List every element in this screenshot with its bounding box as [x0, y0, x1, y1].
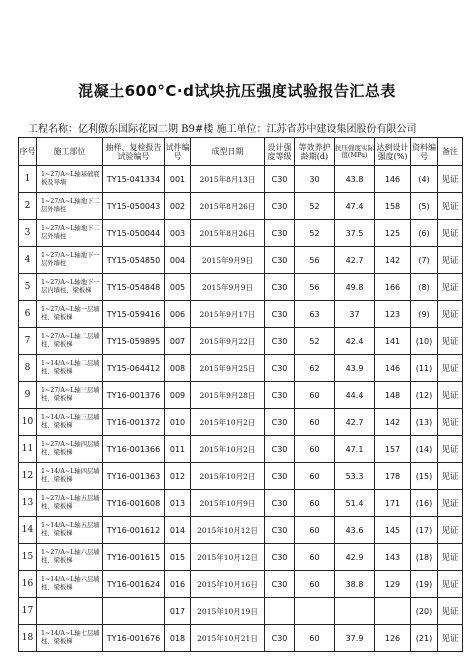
- cell-strength: 51.4: [335, 490, 375, 517]
- cell-age: 60: [295, 625, 335, 652]
- cell-part: 1~14/A~L轴二层墙柱、梁板梯: [37, 355, 103, 382]
- header-remark: 备注: [438, 138, 463, 166]
- header-part: 施工部位: [37, 138, 103, 166]
- table-row: [19, 301, 463, 328]
- cell-percent: 158: [375, 193, 411, 220]
- table-row: [19, 517, 463, 544]
- cell-sample: TY16-001624: [103, 571, 165, 598]
- cell-percent: 141: [375, 328, 411, 355]
- cell-strength: 49.8: [335, 274, 375, 301]
- cell-percent: [375, 598, 411, 625]
- cell-percent: 142: [375, 247, 411, 274]
- cell-sample: TY16-001615: [103, 544, 165, 571]
- cell-grade: C30: [265, 355, 295, 382]
- cell-doc: (18): [411, 544, 438, 571]
- cell-age: 56: [295, 247, 335, 274]
- cell-no: 14: [19, 517, 37, 544]
- cell-no: 15: [19, 544, 37, 571]
- cell-age: 60: [295, 490, 335, 517]
- cell-remark: 见证: [438, 517, 463, 544]
- cell-strength: 47.4: [335, 193, 375, 220]
- cell-date: 2015年9月17日: [191, 301, 265, 328]
- cell-doc: (15): [411, 463, 438, 490]
- cell-sample: TY16-001366: [103, 436, 165, 463]
- cell-percent: 125: [375, 220, 411, 247]
- cell-doc: (7): [411, 247, 438, 274]
- cell-no: 13: [19, 490, 37, 517]
- cell-date: 2015年10月16日: [191, 571, 265, 598]
- cell-sample: TY15-059895: [103, 328, 165, 355]
- cell-no: 11: [19, 436, 37, 463]
- cell-age: 62: [295, 355, 335, 382]
- cell-grade: C30: [265, 625, 295, 652]
- cell-strength: 42.7: [335, 247, 375, 274]
- header-no: 序号: [19, 138, 37, 166]
- cell-remark: 见证: [438, 274, 463, 301]
- cell-specimen: 009: [165, 382, 191, 409]
- cell-grade: C30: [265, 490, 295, 517]
- summary-table: [18, 137, 463, 652]
- cell-grade: C30: [265, 301, 295, 328]
- cell-grade: C30: [265, 517, 295, 544]
- cell-sample: TY15-041334: [103, 166, 165, 193]
- cell-doc: (19): [411, 571, 438, 598]
- cell-age: 60: [295, 463, 335, 490]
- cell-age: 52: [295, 220, 335, 247]
- cell-grade: C30: [265, 436, 295, 463]
- cell-strength: 42.9: [335, 544, 375, 571]
- cell-doc: (10): [411, 328, 438, 355]
- cell-percent: 146: [375, 355, 411, 382]
- cell-sample: TY15-054850: [103, 247, 165, 274]
- cell-date: 2015年10月2日: [191, 436, 265, 463]
- cell-specimen: 015: [165, 544, 191, 571]
- cell-sample: TY16-001608: [103, 490, 165, 517]
- header-date: 成型日期: [191, 138, 265, 166]
- cell-no: 9: [19, 382, 37, 409]
- cell-strength: [335, 598, 375, 625]
- table-row: [19, 463, 463, 490]
- cell-specimen: 010: [165, 409, 191, 436]
- table-row: [19, 571, 463, 598]
- cell-doc: (17): [411, 517, 438, 544]
- cell-age: 52: [295, 328, 335, 355]
- table-row: [19, 355, 463, 382]
- cell-age: 52: [295, 193, 335, 220]
- cell-part: 1~27/A~L轴二层墙柱、梁板梯: [37, 328, 103, 355]
- cell-specimen: 005: [165, 274, 191, 301]
- table-row: [19, 193, 463, 220]
- table-row: [19, 274, 463, 301]
- cell-part: [37, 598, 103, 625]
- cell-sample: TY16-001363: [103, 463, 165, 490]
- cell-strength: 53.3: [335, 463, 375, 490]
- cell-percent: 123: [375, 301, 411, 328]
- table-row: [19, 247, 463, 274]
- cell-doc: (6): [411, 220, 438, 247]
- cell-part: 1~27/A~L轴四层墙柱、梁板梯: [37, 436, 103, 463]
- cell-specimen: 017: [165, 598, 191, 625]
- cell-strength: 42.7: [335, 409, 375, 436]
- cell-part: 1~14/A~L轴五层墙柱、梁板梯: [37, 517, 103, 544]
- header-strength: 抗压强度实际值(MPa): [335, 138, 375, 166]
- cell-no: 4: [19, 247, 37, 274]
- cell-sample: TY16-001676: [103, 625, 165, 652]
- cell-date: 2015年10月19日: [191, 598, 265, 625]
- cell-date: 2015年9月9日: [191, 274, 265, 301]
- cell-doc: (20): [411, 598, 438, 625]
- cell-remark: 见证: [438, 409, 463, 436]
- cell-percent: 178: [375, 463, 411, 490]
- cell-grade: C30: [265, 544, 295, 571]
- cell-remark: 见证: [438, 382, 463, 409]
- cell-strength: 42.4: [335, 328, 375, 355]
- cell-date: 2015年10月12日: [191, 517, 265, 544]
- cell-date: 2015年10月21日: [191, 625, 265, 652]
- cell-age: 56: [295, 274, 335, 301]
- cell-no: 6: [19, 301, 37, 328]
- cell-part: 1~27/A~L轴地下二层外墙柱: [37, 220, 103, 247]
- cell-date: 2015年9月22日: [191, 328, 265, 355]
- cell-date: 2015年8月26日: [191, 220, 265, 247]
- cell-doc: (9): [411, 301, 438, 328]
- cell-percent: 142: [375, 409, 411, 436]
- cell-part: 1~27/A~L轴五层墙柱、梁板梯: [37, 490, 103, 517]
- cell-part: 1~27/A~L轴一层墙柱、梁板梯: [37, 301, 103, 328]
- cell-remark: 见证: [438, 220, 463, 247]
- table-row: [19, 382, 463, 409]
- cell-sample: TY16-001372: [103, 409, 165, 436]
- header-percent: 达到设计强度(%): [375, 138, 411, 166]
- cell-no: 7: [19, 328, 37, 355]
- cell-age: 60: [295, 571, 335, 598]
- cell-part: 1~14/A~L轴四层墙柱、梁板梯: [37, 463, 103, 490]
- cell-percent: 166: [375, 274, 411, 301]
- table-header-row: [19, 138, 463, 166]
- cell-sample: TY15-054848: [103, 274, 165, 301]
- cell-doc: (12): [411, 382, 438, 409]
- cell-remark: 见证: [438, 436, 463, 463]
- header-grade: 设计强度等级: [265, 138, 295, 166]
- table-row: [19, 220, 463, 247]
- cell-specimen: 008: [165, 355, 191, 382]
- cell-remark: 见证: [438, 571, 463, 598]
- cell-remark: 见证: [438, 328, 463, 355]
- cell-no: 2: [19, 193, 37, 220]
- cell-percent: 148: [375, 382, 411, 409]
- table-row: [19, 409, 463, 436]
- cell-remark: 见证: [438, 301, 463, 328]
- cell-remark: 见证: [438, 463, 463, 490]
- cell-percent: 126: [375, 625, 411, 652]
- cell-strength: 47.1: [335, 436, 375, 463]
- cell-no: 8: [19, 355, 37, 382]
- table-row: [19, 598, 463, 625]
- cell-specimen: 018: [165, 625, 191, 652]
- cell-grade: C30: [265, 463, 295, 490]
- cell-sample: [103, 598, 165, 625]
- cell-remark: 见证: [438, 247, 463, 274]
- cell-specimen: 016: [165, 571, 191, 598]
- cell-grade: [265, 598, 295, 625]
- cell-remark: 见证: [438, 490, 463, 517]
- cell-no: 17: [19, 598, 37, 625]
- cell-part: 1~27/A~L轴地下一层外墙柱: [37, 247, 103, 274]
- cell-specimen: 011: [165, 436, 191, 463]
- cell-grade: C30: [265, 274, 295, 301]
- cell-doc: (8): [411, 274, 438, 301]
- cell-grade: C30: [265, 247, 295, 274]
- cell-remark: 见证: [438, 598, 463, 625]
- cell-date: 2015年10月9日: [191, 490, 265, 517]
- cell-date: 2015年10月2日: [191, 463, 265, 490]
- cell-strength: 37.5: [335, 220, 375, 247]
- cell-no: 12: [19, 463, 37, 490]
- cell-part: 1~14/A~L轴三层墙柱、梁板梯: [37, 409, 103, 436]
- cell-age: 60: [295, 544, 335, 571]
- cell-specimen: 014: [165, 517, 191, 544]
- cell-date: 2015年8月26日: [191, 193, 265, 220]
- cell-age: [295, 598, 335, 625]
- cell-no: 3: [19, 220, 37, 247]
- cell-strength: 44.4: [335, 382, 375, 409]
- cell-part: 1~14/A~L轴六层墙柱、梁板梯: [37, 571, 103, 598]
- cell-sample: TY15-064412: [103, 355, 165, 382]
- cell-doc: (5): [411, 193, 438, 220]
- table-row: [19, 166, 463, 193]
- cell-age: 30: [295, 166, 335, 193]
- cell-no: 18: [19, 625, 37, 652]
- cell-doc: (11): [411, 355, 438, 382]
- cell-strength: 37.9: [335, 625, 375, 652]
- cell-no: 1: [19, 166, 37, 193]
- cell-remark: 见证: [438, 193, 463, 220]
- cell-grade: C30: [265, 409, 295, 436]
- cell-specimen: 002: [165, 193, 191, 220]
- header-age: 等效养护龄期(d): [295, 138, 335, 166]
- cell-percent: 143: [375, 544, 411, 571]
- table-row: [19, 625, 463, 652]
- cell-doc: (14): [411, 436, 438, 463]
- cell-remark: 见证: [438, 625, 463, 652]
- cell-date: 2015年10月12日: [191, 544, 265, 571]
- cell-sample: TY16-001376: [103, 382, 165, 409]
- cell-specimen: 006: [165, 301, 191, 328]
- cell-date: 2015年9月28日: [191, 382, 265, 409]
- cell-date: 2015年9月9日: [191, 247, 265, 274]
- cell-grade: C30: [265, 382, 295, 409]
- table-row: [19, 544, 463, 571]
- cell-date: 2015年9月25日: [191, 355, 265, 382]
- cell-specimen: 003: [165, 220, 191, 247]
- table-row: [19, 328, 463, 355]
- cell-part: 1~27/A~L轴基础底板及导墙: [37, 166, 103, 193]
- cell-strength: 43.9: [335, 355, 375, 382]
- header-specimen: 试件编号: [165, 138, 191, 166]
- report-title: 混凝土600°C·d试块抗压强度试验报告汇总表: [78, 82, 396, 100]
- cell-date: 2015年8月13日: [191, 166, 265, 193]
- cell-part: 1~27/A~L轴三层墙柱、梁板梯: [37, 382, 103, 409]
- project-info: 工程名称：亿利傲东国际花园二期 B9#楼 施工单位：江苏省苏中建设集团股份有限公司: [28, 124, 417, 135]
- cell-grade: C30: [265, 166, 295, 193]
- cell-specimen: 004: [165, 247, 191, 274]
- cell-sample: TY15-050043: [103, 193, 165, 220]
- cell-doc: (21): [411, 625, 438, 652]
- cell-sample: TY15-050044: [103, 220, 165, 247]
- cell-grade: C30: [265, 220, 295, 247]
- cell-strength: 38.8: [335, 571, 375, 598]
- cell-specimen: 001: [165, 166, 191, 193]
- cell-percent: 146: [375, 166, 411, 193]
- cell-doc: (13): [411, 409, 438, 436]
- cell-doc: (4): [411, 166, 438, 193]
- cell-grade: C30: [265, 571, 295, 598]
- cell-percent: 157: [375, 436, 411, 463]
- cell-part: 1~27/A~L轴六层墙柱、梁板梯: [37, 544, 103, 571]
- cell-strength: 43.6: [335, 517, 375, 544]
- cell-sample: TY16-001612: [103, 517, 165, 544]
- cell-percent: 171: [375, 490, 411, 517]
- cell-remark: 见证: [438, 355, 463, 382]
- cell-strength: 37: [335, 301, 375, 328]
- cell-part: 1~27/A~L轴地下二层外墙柱: [37, 193, 103, 220]
- cell-percent: 129: [375, 571, 411, 598]
- cell-no: 16: [19, 571, 37, 598]
- cell-part: 1~14/A~L轴七层墙柱、梁板梯: [37, 625, 103, 652]
- cell-sample: TY15-059416: [103, 301, 165, 328]
- cell-age: 60: [295, 436, 335, 463]
- cell-remark: 见证: [438, 166, 463, 193]
- header-sample: 抽样、复检报告试验编号: [103, 138, 165, 166]
- cell-remark: 见证: [438, 544, 463, 571]
- cell-age: 60: [295, 382, 335, 409]
- cell-specimen: 007: [165, 328, 191, 355]
- cell-specimen: 013: [165, 490, 191, 517]
- cell-age: 63: [295, 301, 335, 328]
- cell-specimen: 012: [165, 463, 191, 490]
- cell-strength: 43.8: [335, 166, 375, 193]
- table-row: [19, 490, 463, 517]
- cell-date: 2015年10月2日: [191, 409, 265, 436]
- header-doc: 资料编号: [411, 138, 438, 166]
- cell-percent: 145: [375, 517, 411, 544]
- cell-part: 1~27/A~L轴地下一层内墙柱、梁板梯: [37, 274, 103, 301]
- cell-age: 60: [295, 517, 335, 544]
- table-row: [19, 436, 463, 463]
- cell-grade: C30: [265, 193, 295, 220]
- cell-no: 10: [19, 409, 37, 436]
- cell-doc: (16): [411, 490, 438, 517]
- cell-age: 60: [295, 409, 335, 436]
- cell-no: 5: [19, 274, 37, 301]
- cell-grade: C30: [265, 328, 295, 355]
